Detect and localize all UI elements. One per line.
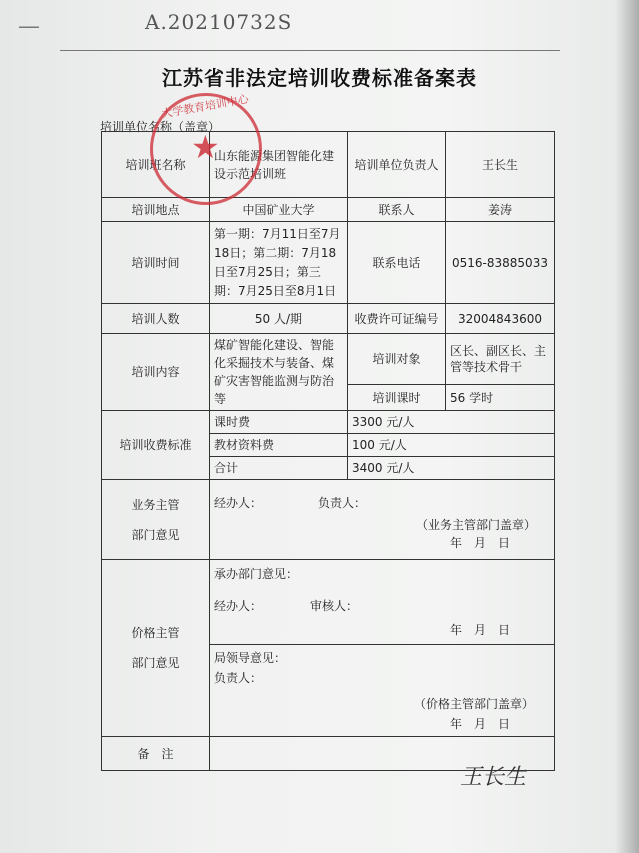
remark-label: 备 注 (102, 737, 210, 771)
fee-label: 培训收费标准 (102, 411, 210, 480)
target-label: 培训对象 (348, 334, 446, 385)
fee-item-name: 课时费 (210, 411, 348, 434)
permit-value: 32004843600 (446, 304, 555, 334)
corner-mark: — (18, 14, 40, 39)
unit-head-value: 王长生 (446, 132, 555, 198)
hours-value: 56 学时 (446, 385, 555, 411)
fee-item-value: 3300 元/人 (348, 411, 555, 434)
biz-opinion-label (102, 480, 210, 560)
price-owner: 负责人： (214, 671, 263, 685)
table-row (102, 222, 555, 304)
filing-table (101, 131, 555, 771)
table-row (102, 334, 555, 385)
star-icon: ★ (191, 128, 220, 166)
table-row (102, 198, 555, 222)
contact-value: 姜涛 (446, 198, 555, 222)
price-date-2: 年 月 日 (449, 717, 510, 731)
fee-item-name: 合计 (210, 457, 348, 480)
leader-opinion-label: 局领导意见： (214, 651, 287, 665)
time-label: 培训时间 (102, 222, 210, 304)
dept-opinion-label: 承办部门意见： (214, 567, 299, 581)
biz-handler: 经办人： (214, 496, 263, 510)
handwritten-signature: 王长生 (460, 765, 527, 790)
hours-label: 培训课时 (348, 385, 446, 411)
content-label: 培训内容 (102, 334, 210, 411)
table-row (102, 411, 555, 434)
price-opinion-cell (210, 560, 555, 737)
class-name-value: 山东能源集团智能化建设示范培训班 (210, 132, 348, 198)
class-name-label: 培训班名称 (102, 132, 210, 198)
org-name-label: 培训单位名称（盖章） (100, 120, 221, 134)
contact-label: 联系人 (348, 198, 446, 222)
price-reviewer: 审核人： (310, 599, 359, 613)
price-label-line1: 价格主管 (131, 626, 180, 640)
table-row (102, 304, 555, 334)
biz-label-line2: 部门意见 (131, 527, 180, 542)
fee-item-name: 教材资料费 (210, 434, 348, 457)
table-row (102, 560, 555, 737)
biz-date: 年 月 日 (449, 536, 510, 550)
table-row (102, 480, 555, 560)
price-seal: （价格主管部门盖章） (413, 697, 534, 711)
page-title: 江苏省非法定培训收费标准备案表 (162, 66, 477, 90)
biz-seal: （业务主管部门盖章） (415, 518, 536, 532)
biz-label-line1: 业务主管 (131, 497, 180, 512)
place-value: 中国矿业大学 (210, 198, 348, 222)
biz-owner: 负责人： (318, 496, 367, 510)
red-seal-stamp (150, 93, 262, 205)
phone-label: 联系电话 (348, 222, 446, 304)
count-value: 50 人/期 (210, 304, 348, 334)
price-opinion-label (102, 560, 210, 737)
fee-item-value: 100 元/人 (348, 434, 555, 457)
time-value: 第一期：7月11日至7月18日；第二期：7月18日至7月25日；第三期：7月25日至8月1日 (210, 222, 348, 304)
phone-value: 0516-83885033 (446, 222, 555, 304)
price-date-1: 年 月 日 (449, 623, 510, 637)
unit-head-label: 培训单位负责人 (348, 132, 446, 198)
fee-item-value: 3400 元/人 (348, 457, 555, 480)
price-handler: 经办人： (214, 599, 263, 613)
content-value: 煤矿智能化建设、智能化采掘技术与装备、煤矿灾害智能监测与防治等 (210, 334, 348, 411)
target-value: 区长、副区长、主管等技术骨干 (446, 334, 555, 385)
count-label: 培训人数 (102, 304, 210, 334)
stamp-text: 大学教育培训中心 (160, 92, 250, 121)
biz-opinion-cell (210, 480, 555, 560)
price-label-line2: 部门意见 (131, 656, 180, 670)
permit-label: 收费许可证编号 (348, 304, 446, 334)
handwritten-annotation: A.20210732S (145, 10, 293, 34)
top-rule (60, 50, 560, 51)
place-label: 培训地点 (102, 198, 210, 222)
